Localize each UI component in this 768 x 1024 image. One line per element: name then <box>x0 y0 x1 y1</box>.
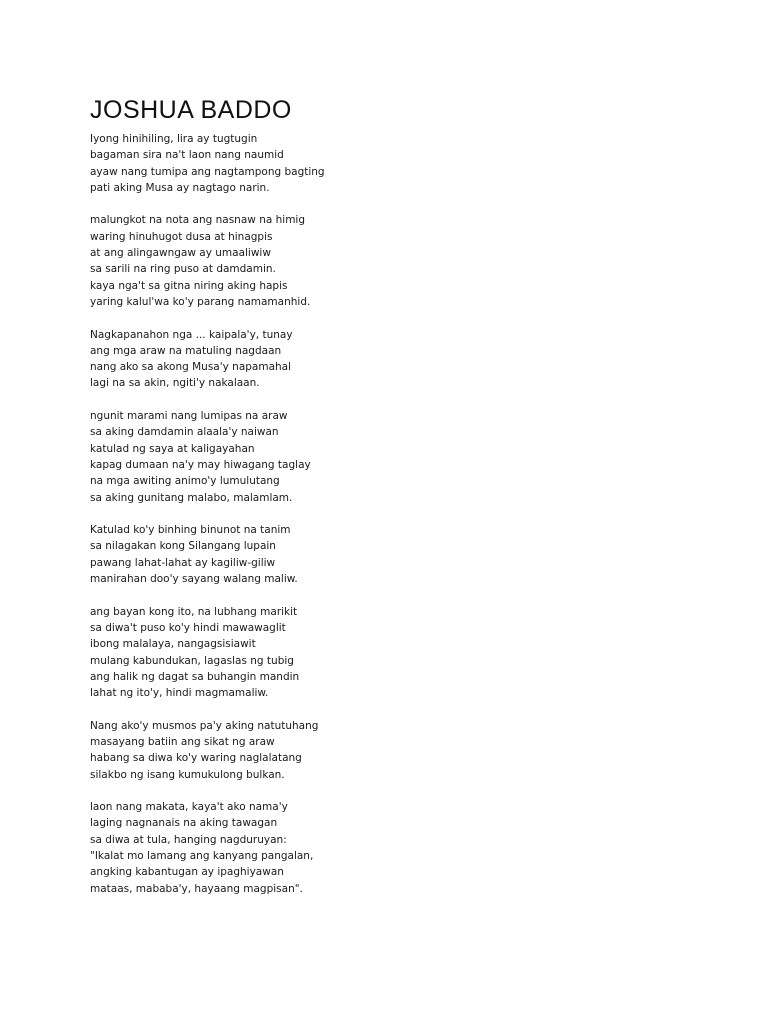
poem-line: yaring kalul'wa ko'y parang namamanhid. <box>90 295 311 308</box>
poem-stanza <box>90 131 768 196</box>
poem-line: Nang ako'y musmos pa'y aking natutuhang <box>90 719 319 732</box>
poem-stanza <box>90 604 768 702</box>
poem-line: silakbo ng isang kumukulong bulkan. <box>90 768 285 781</box>
poem-line: lahat ng ito'y, hindi magmamaliw. <box>90 687 269 700</box>
poem-line: ang mga araw na matuling nagdaan <box>90 344 282 357</box>
poem-line: sa diwa't puso ko'y hindi mawawaglit <box>90 621 286 634</box>
poem-line: pawang lahat-lahat ay kagiliw-giliw <box>90 556 276 569</box>
poem-line: mataas, mababa'y, hayaang magpisan". <box>90 882 303 895</box>
poem-line: nang ako sa akong Musa'y napamahal <box>90 361 292 374</box>
poem-line: sa nilagakan kong Silangang lupain <box>90 540 276 553</box>
poem-line: na mga awiting animo'y lumulutang <box>90 475 280 488</box>
poem-line: bagaman sira na't laon nang naumid <box>90 149 284 162</box>
poem-stanza <box>90 522 768 587</box>
poem-line: mulang kabundukan, lagaslas ng tubig <box>90 654 294 667</box>
poem-line: manirahan doo'y sayang walang maliw. <box>90 573 298 586</box>
poem-line: lagi na sa akin, ngiti'y nakalaan. <box>90 377 260 390</box>
poem-line: "Ikalat mo lamang ang kanyang pangalan, <box>90 850 314 863</box>
poem-line: sa aking gunitang malabo, malamlam. <box>90 491 293 504</box>
poem-line: ibong malalaya, nangagsisiawit <box>90 638 256 651</box>
poem-line: sa aking damdamin alaala'y naiwan <box>90 426 279 439</box>
poem-line: ngunit marami nang lumipas na araw <box>90 410 288 423</box>
poem-stanza <box>90 718 768 783</box>
poem-line: pati aking Musa ay nagtago narin. <box>90 181 270 194</box>
poem-stanza <box>90 212 768 310</box>
poem-stanza <box>90 408 768 506</box>
poem-line: katulad ng saya at kaligayahan <box>90 442 255 455</box>
poem-line: at ang alingawngaw ay umaaliwiw <box>90 247 271 260</box>
poem-line: masayang batiin ang sikat ng araw <box>90 735 275 748</box>
poem-body <box>90 131 768 897</box>
poem-line: Iyong hinihiling, lira ay tugtugin <box>90 133 258 145</box>
poem-line: ang halik ng dagat sa buhangin mandin <box>90 670 300 683</box>
poem-line: kaya nga't sa gitna niring aking hapis <box>90 279 288 292</box>
poem-line: ayaw nang tumipa ang nagtampong bagting <box>90 165 325 178</box>
poem-line: Nagkapanahon nga ... kaipala'y, tunay <box>90 328 293 341</box>
poem-line: laging nagnanais na aking tawagan <box>90 817 278 830</box>
poem-line: waring hinuhugot dusa at hinagpis <box>90 230 273 243</box>
poem-stanza <box>90 327 768 392</box>
poem-line: Katulad ko'y binhing binunot na tanim <box>90 524 291 537</box>
poem-line: kapag dumaan na'y may hiwagang taglay <box>90 458 311 471</box>
poem-line: sa diwa at tula, hanging nagduruyan: <box>90 833 287 846</box>
poem-line: laon nang makata, kaya't ako nama'y <box>90 801 288 814</box>
document-title: JOSHUA BADDO <box>90 96 292 124</box>
poem-stanza <box>90 799 768 897</box>
poem-line: ang bayan kong ito, na lubhang marikit <box>90 605 298 618</box>
poem-line: malungkot na nota ang nasnaw na himig <box>90 214 306 227</box>
poem-line: habang sa diwa ko'y waring naglalatang <box>90 752 302 765</box>
poem-line: sa sarili na ring puso at damdamin. <box>90 263 276 276</box>
poem-line: angking kabantugan ay ipaghiyawan <box>90 866 284 879</box>
